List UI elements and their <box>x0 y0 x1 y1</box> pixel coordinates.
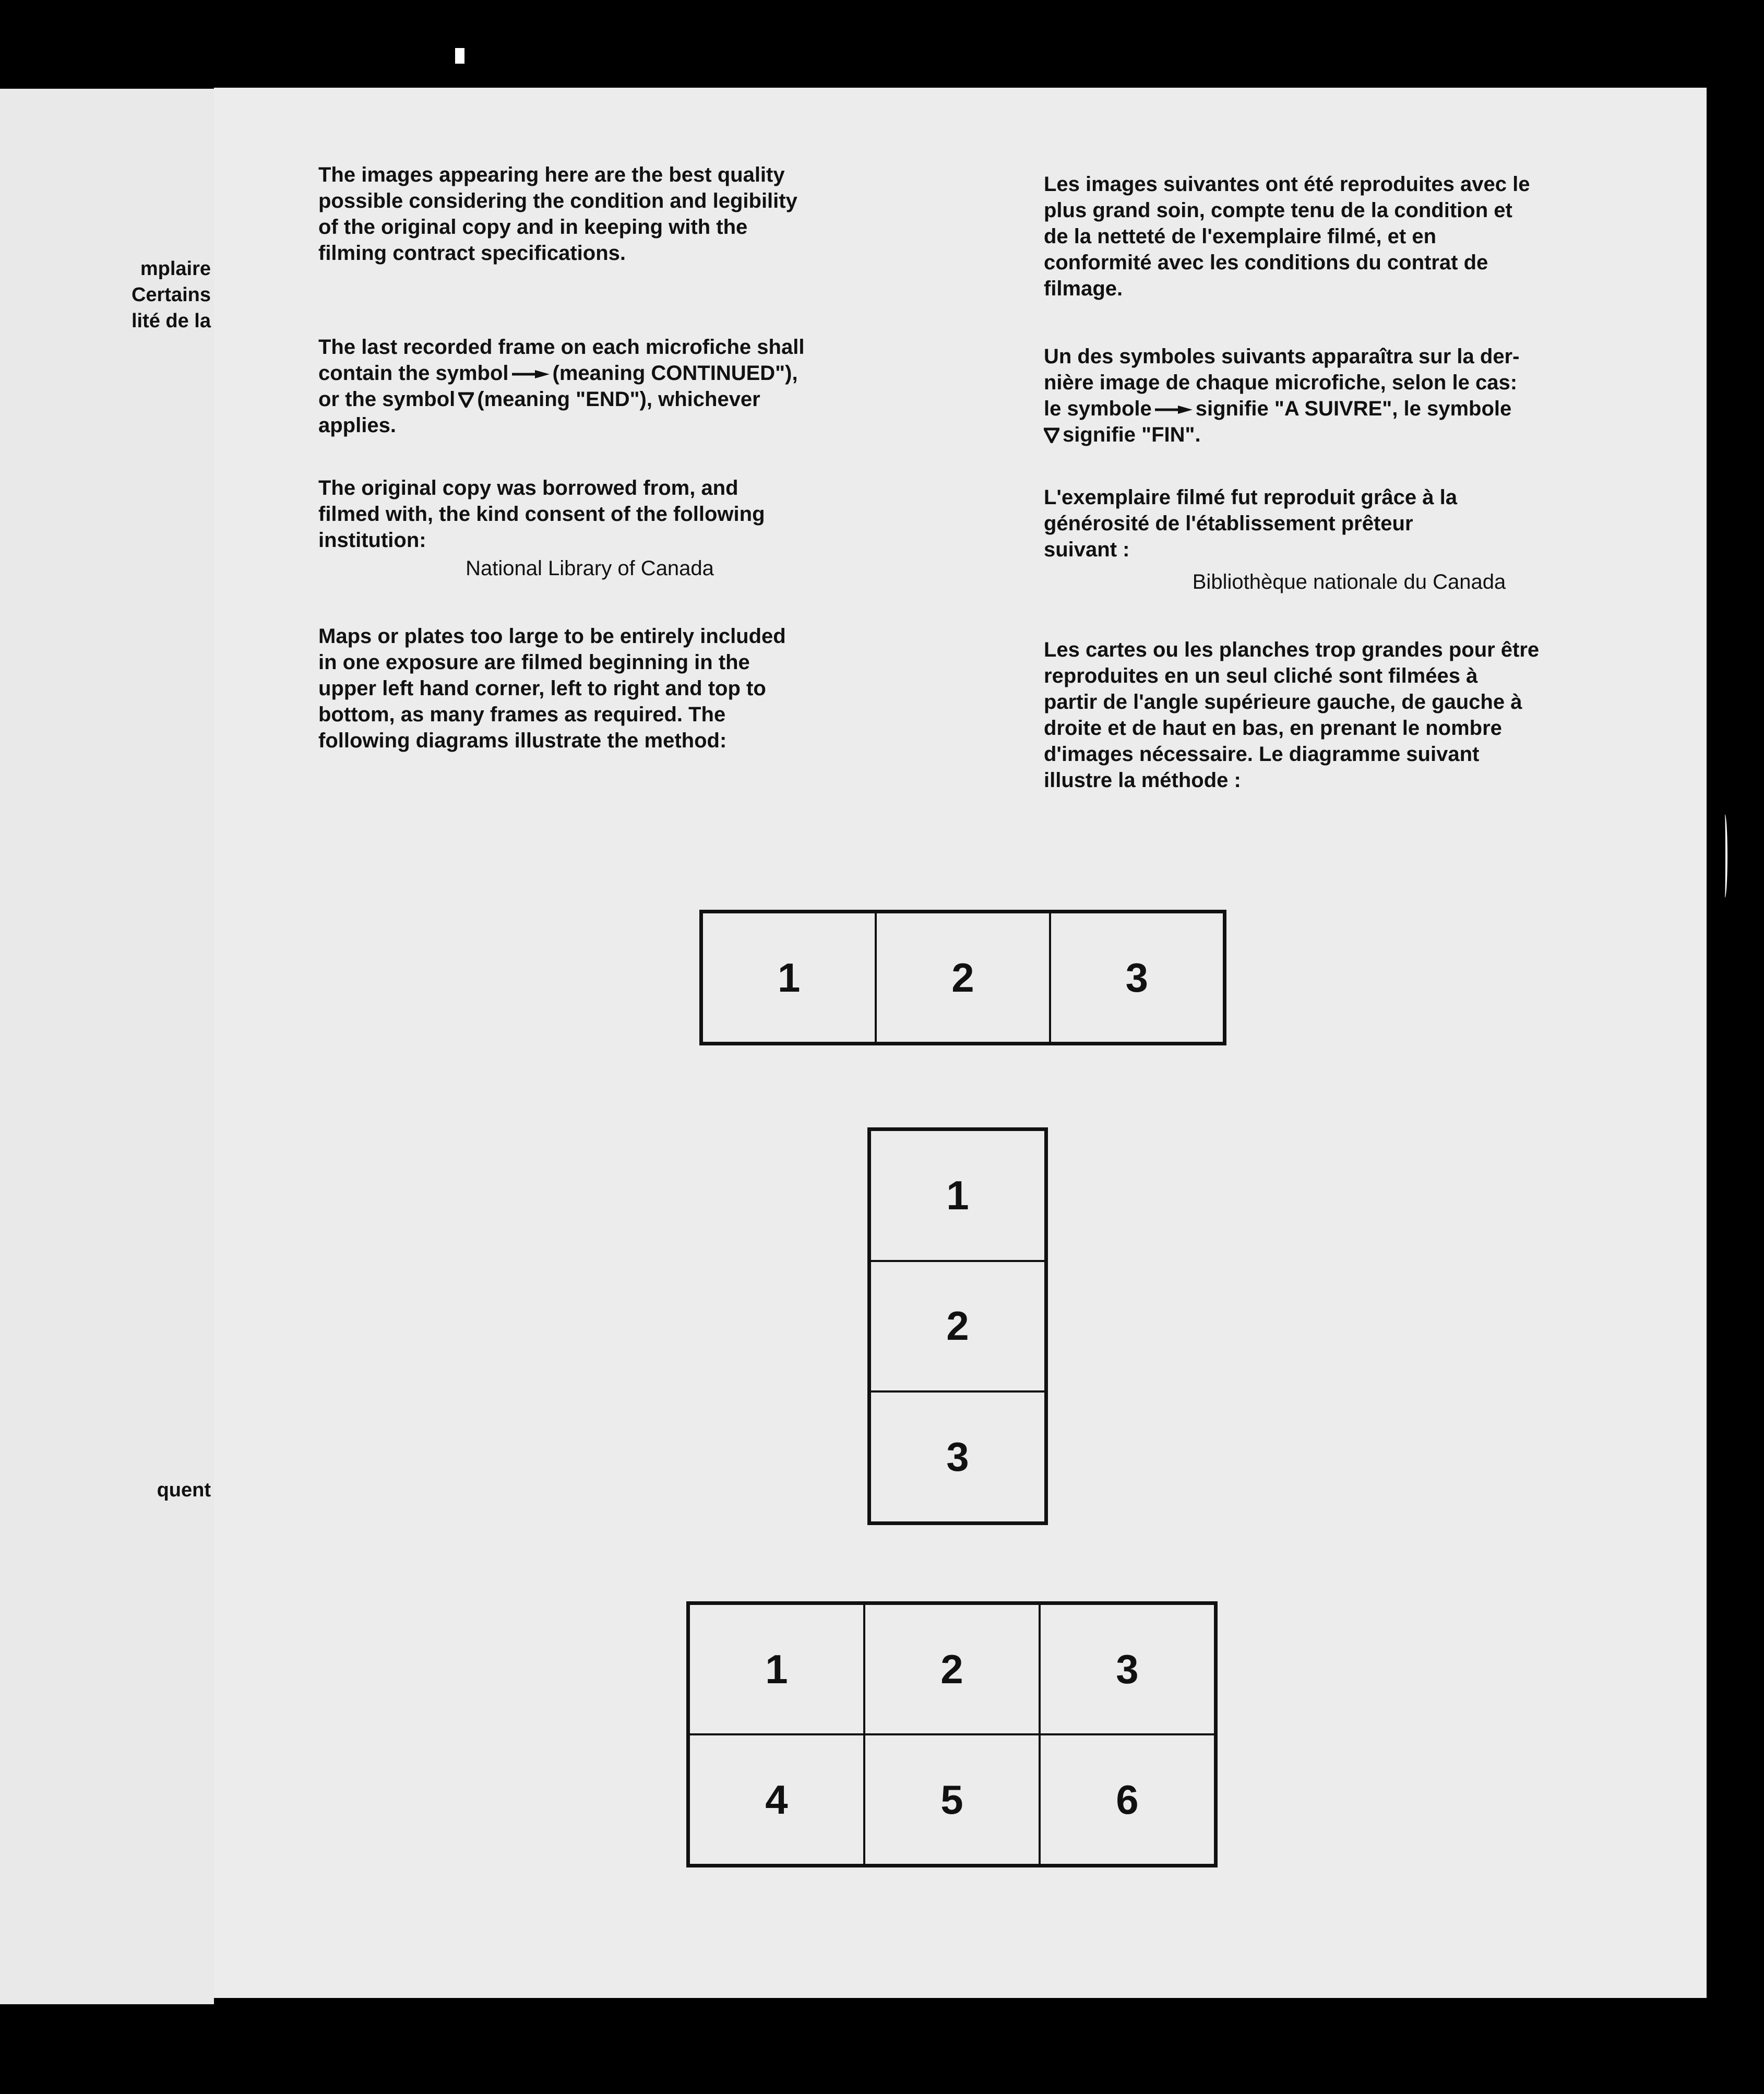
english-column <box>318 162 913 754</box>
left-page-fragment <box>0 89 214 2004</box>
french-symbols-text-2: signifie "A SUIVRE", le symbole <box>1195 397 1512 420</box>
down-triangle-icon <box>1044 427 1059 443</box>
french-paragraph-quality: Les images suivantes ont été reproduites avec le plus grand soin, compte tenu de la condition et de la netteté de l'exemplaire filmé, et en conformité avec les conditions du contrat de filmage. <box>1044 173 1530 300</box>
french-paragraph-symbols <box>1044 343 1654 448</box>
french-symbols-text-3: signifie "FIN". <box>1063 423 1201 446</box>
english-paragraph-method: Maps or plates too large to be entirely included in one exposure are filmed beginning in the upper left hand corner, left to right and top to bottom, as many frames as required. The following diagrams illustrate the method: <box>318 625 786 752</box>
diagram-cell: 2 <box>864 1604 1040 1734</box>
down-triangle-icon <box>458 392 474 408</box>
french-column <box>1044 171 1654 793</box>
diagram-row <box>699 910 1226 1045</box>
arrow-right-icon <box>512 370 550 378</box>
main-page <box>214 88 1707 1998</box>
left-fragment-line: mplaire <box>140 258 211 280</box>
diagram-cell: 3 <box>1040 1604 1215 1734</box>
english-paragraph-quality: The images appearing here are the best quality possible considering the condition and legibility of the original copy and in keeping with the filming contract specifications. <box>318 163 797 265</box>
french-symbols-text-1: Un des symboles suivants apparaîtra sur la der- nière image de chaque microfiche, selon le cas: le symbole <box>1044 345 1520 420</box>
diagram-cell: 5 <box>864 1734 1040 1865</box>
diagram-cell: 1 <box>702 912 876 1043</box>
diagram-cell: 1 <box>689 1604 864 1734</box>
film-speck <box>1722 814 1727 898</box>
film-speck <box>455 48 464 64</box>
diagram-cell: 3 <box>870 1391 1045 1522</box>
diagram-cell: 3 <box>1050 912 1224 1043</box>
diagram-cell: 1 <box>870 1130 1045 1261</box>
arrow-right-icon <box>1155 406 1193 414</box>
diagram-grid <box>686 1601 1218 1867</box>
diagram-cell: 6 <box>1040 1734 1215 1865</box>
english-symbols-text-2: (meaning CONTINUED"), or the symbol <box>318 362 798 411</box>
english-paragraph-symbols <box>318 334 913 438</box>
french-paragraph-institution: L'exemplaire filmé fut reproduit grâce à la générosité de l'établissement prêteur suivant : <box>1044 486 1457 561</box>
diagram-cell: 2 <box>876 912 1050 1043</box>
english-symbols-text-1: The last recorded frame on each microfiche shall contain the symbol <box>318 336 805 385</box>
french-institution-name: Bibliothèque nationale du Canada <box>1192 570 1506 593</box>
left-fragment-line: lité de la <box>131 310 211 332</box>
left-fragment-line: Certains <box>131 284 211 306</box>
diagram-cell: 4 <box>689 1734 864 1865</box>
english-paragraph-institution: The original copy was borrowed from, and filmed with, the kind consent of the following institution: <box>318 477 765 552</box>
english-symbols-text-3: (meaning "END"), whichever applies. <box>318 388 760 437</box>
french-paragraph-method: Les cartes ou les planches trop grandes pour être reproduites en un seul cliché sont filmées à partir de l'angle supérieure gauche, de gauche à droite et de haut en bas, en prenant le nombre d'images nécessaire. Le diagramme suivant illustre la méthode : <box>1044 638 1540 792</box>
diagram-cell: 2 <box>870 1261 1045 1392</box>
diagram-column <box>867 1127 1048 1525</box>
left-fragment-line: quent <box>157 1479 211 1501</box>
english-institution-name: National Library of Canada <box>466 557 714 580</box>
